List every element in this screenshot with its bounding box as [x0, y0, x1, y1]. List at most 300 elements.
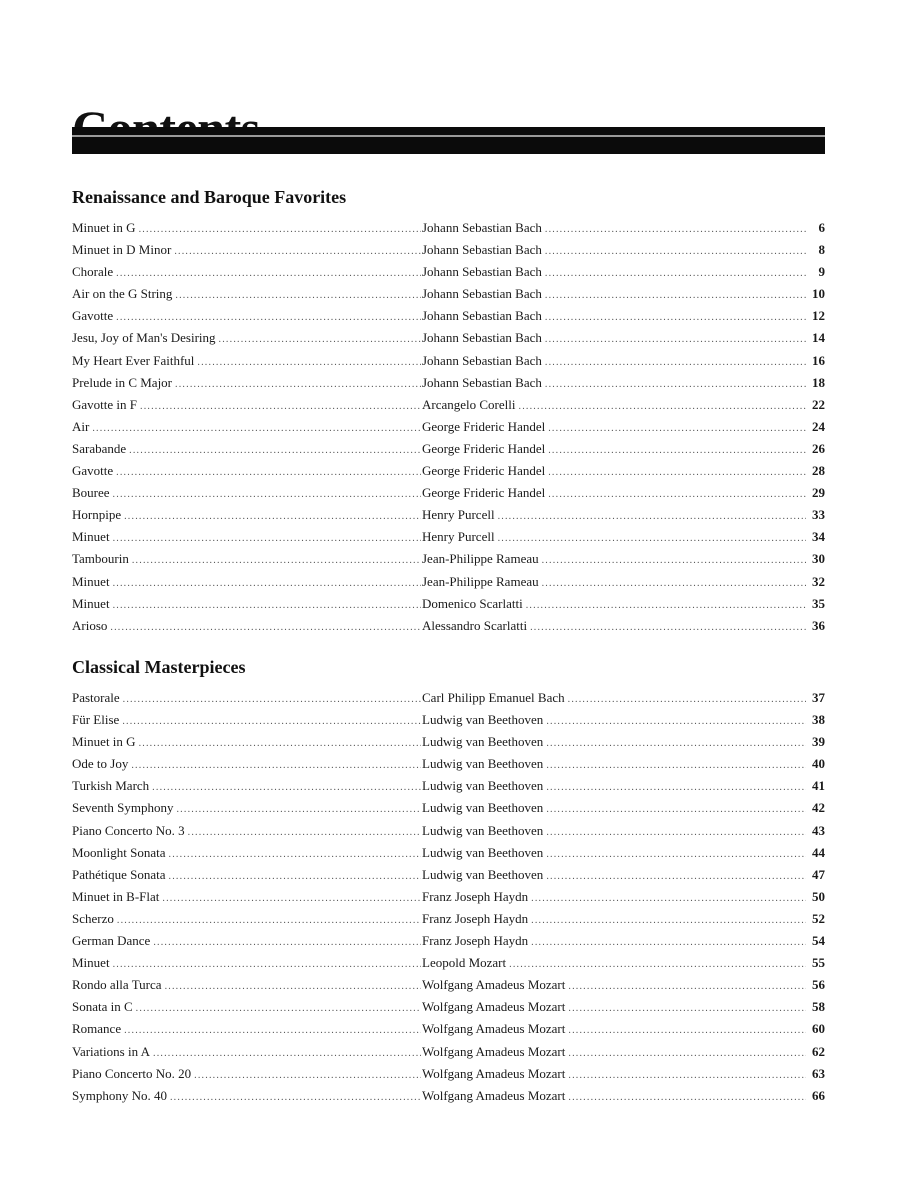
dot-leader [526, 595, 806, 617]
dot-leader [122, 711, 421, 733]
composer-name: Wolfgang Amadeus Mozart [422, 1021, 566, 1037]
composer-cell [422, 593, 825, 617]
composer-name: George Frideric Handel [422, 440, 546, 456]
composer-name: George Frideric Handel [422, 485, 546, 501]
composer-name: Alessandro Scarlatti [422, 617, 528, 633]
toc-entry[interactable] [72, 327, 825, 349]
dot-leader [545, 285, 806, 307]
piece-title: Sarabande [72, 440, 127, 456]
composer-cell [422, 1018, 825, 1042]
dot-leader [110, 617, 421, 639]
composer-name: Johann Sebastian Bach [422, 264, 542, 280]
composer-name: Carl Philipp Emanuel Bach [422, 690, 565, 705]
title-cell [72, 504, 422, 528]
dot-leader [113, 954, 421, 976]
page-number: 54 [812, 933, 825, 949]
composer-cell [422, 327, 825, 351]
toc-entry[interactable] [72, 930, 825, 952]
toc-entry[interactable] [72, 908, 825, 930]
composer-name: Ludwig van Beethoven [422, 844, 544, 860]
toc-entry[interactable] [72, 261, 825, 283]
composer-name: George Frideric Handel [422, 418, 546, 434]
composer-cell [422, 731, 825, 755]
page-number: 56 [812, 977, 825, 993]
dot-leader [123, 689, 421, 711]
page-number: 36 [812, 617, 825, 633]
page-number: 52 [812, 910, 825, 926]
toc-entry[interactable] [72, 1041, 825, 1063]
piece-title: Seventh Symphony [72, 800, 174, 816]
composer-name: Wolfgang Amadeus Mozart [422, 1087, 566, 1103]
composer-name: Ludwig van Beethoven [422, 822, 544, 838]
dot-leader [117, 910, 421, 932]
title-cell [72, 731, 422, 755]
piece-title: Sonata in C [72, 999, 133, 1015]
title-cell [72, 709, 422, 733]
dot-leader [170, 1087, 421, 1109]
toc-entry[interactable] [72, 394, 825, 416]
title-cell [72, 460, 422, 484]
composer-cell [422, 394, 825, 418]
dot-leader [568, 1020, 806, 1042]
page-number: 43 [812, 822, 825, 838]
dot-leader [531, 888, 806, 910]
composer-name: Ludwig van Beethoven [422, 756, 544, 772]
composer-cell [422, 504, 825, 528]
composer-cell [422, 952, 825, 976]
toc-entry[interactable] [72, 797, 825, 819]
composer-name: Leopold Mozart [422, 955, 507, 971]
piece-title: Jesu, Joy of Man's Desiring [72, 330, 216, 346]
toc-entry[interactable] [72, 350, 825, 372]
dot-leader [169, 844, 421, 866]
page-number: 29 [812, 485, 825, 501]
dot-leader [568, 1087, 806, 1109]
title-cell [72, 886, 422, 910]
dot-leader [116, 263, 421, 285]
toc-entry[interactable] [72, 305, 825, 327]
composer-name: Johann Sebastian Bach [422, 374, 542, 390]
dot-leader [175, 285, 421, 307]
composer-name: George Frideric Handel [422, 463, 546, 479]
page-number: 24 [812, 418, 825, 434]
piece-title: Scherzo [72, 910, 114, 926]
toc-entry[interactable] [72, 952, 825, 974]
piece-title: Für Elise [72, 712, 120, 728]
piece-title: Tambourin [72, 551, 129, 567]
dot-leader [498, 528, 806, 550]
title-cell [72, 350, 422, 374]
page-number: 35 [812, 595, 825, 611]
dot-leader [546, 711, 806, 733]
title-cell [72, 239, 422, 263]
title-cell [72, 438, 422, 462]
toc-entry[interactable] [72, 1063, 825, 1085]
piece-title: Prelude in C Major [72, 374, 173, 390]
page-number: 50 [812, 888, 825, 904]
dot-leader [568, 1065, 806, 1087]
piece-title: Rondo alla Turca [72, 977, 162, 993]
page-number: 62 [812, 1043, 825, 1059]
composer-name: Domenico Scarlatti [422, 595, 523, 611]
title-cell [72, 820, 422, 844]
dot-leader [546, 866, 806, 888]
dot-leader [113, 595, 421, 617]
composer-cell [422, 797, 825, 821]
dot-leader [568, 1043, 806, 1065]
title-cell [72, 797, 422, 821]
dot-leader [152, 777, 421, 799]
piece-title: Chorale [72, 264, 114, 280]
dot-leader [116, 307, 421, 329]
piece-title: Turkish March [72, 778, 150, 794]
section-renaissance-baroque [72, 186, 825, 637]
dot-leader [219, 329, 421, 351]
composer-name: Henry Purcell [422, 507, 495, 523]
dot-leader [498, 506, 806, 528]
composer-name: Johann Sebastian Bach [422, 308, 542, 324]
toc-entry[interactable] [72, 687, 825, 709]
piece-title: Minuet in G [72, 734, 136, 750]
dot-leader [545, 307, 806, 329]
composer-cell [422, 239, 825, 263]
toc-entry[interactable] [72, 864, 825, 886]
page-number: 9 [818, 264, 825, 280]
composer-name: Jean-Philippe Rameau [422, 551, 539, 567]
piece-title: Piano Concerto No. 3 [72, 822, 185, 838]
section-heading: Classical Masterpieces [72, 657, 246, 677]
composer-cell [422, 615, 825, 639]
dot-leader [116, 462, 421, 484]
composer-name: Franz Joseph Haydn [422, 910, 529, 926]
page-number: 12 [812, 308, 825, 324]
composer-name: Johann Sebastian Bach [422, 220, 542, 235]
toc-entry[interactable] [72, 372, 825, 394]
title-cell [72, 687, 422, 711]
piece-title: Variations in A [72, 1043, 150, 1059]
title-cell [72, 775, 422, 799]
toc-entry[interactable] [72, 1018, 825, 1040]
piece-title: German Dance [72, 933, 151, 949]
piece-title: Pastorale [72, 690, 120, 705]
dot-leader [165, 976, 421, 998]
dot-leader [188, 822, 421, 844]
page-number: 8 [818, 242, 825, 258]
page-number: 47 [812, 866, 825, 882]
piece-title: Pathétique Sonata [72, 866, 166, 882]
page-number: 32 [812, 573, 825, 589]
toc-entry[interactable] [72, 753, 825, 775]
dot-leader [132, 550, 421, 572]
composer-cell [422, 372, 825, 396]
piece-title: Minuet [72, 955, 110, 971]
composer-cell [422, 416, 825, 440]
composer-cell [422, 1085, 825, 1109]
piece-title: Arioso [72, 617, 108, 633]
composer-name: Franz Joseph Haydn [422, 888, 529, 904]
composer-cell [422, 548, 825, 572]
toc-entry[interactable] [72, 593, 825, 615]
composer-name: Franz Joseph Haydn [422, 933, 529, 949]
composer-cell [422, 886, 825, 910]
title-cell [72, 864, 422, 888]
toc-entry[interactable] [72, 526, 825, 548]
composer-name: Ludwig van Beethoven [422, 866, 544, 882]
composer-cell [422, 930, 825, 954]
composer-cell [422, 775, 825, 799]
toc-entry[interactable] [72, 996, 825, 1018]
toc-entry[interactable] [72, 615, 825, 637]
title-cell [72, 974, 422, 998]
page-number: 6 [818, 220, 825, 235]
dot-leader [548, 484, 806, 506]
composer-cell [422, 350, 825, 374]
dot-leader [124, 1020, 421, 1042]
title-cell [72, 842, 422, 866]
composer-name: Jean-Philippe Rameau [422, 573, 539, 589]
toc-entry[interactable] [72, 438, 825, 460]
dot-leader [568, 689, 806, 711]
composer-cell [422, 1063, 825, 1087]
composer-cell [422, 1041, 825, 1065]
title-cell [72, 908, 422, 932]
toc-entry[interactable] [72, 886, 825, 908]
page-number: 60 [812, 1021, 825, 1037]
composer-cell [422, 687, 825, 711]
toc-entry[interactable] [72, 974, 825, 996]
composer-cell [422, 283, 825, 307]
dot-leader [176, 799, 421, 821]
page-number: 22 [812, 396, 825, 412]
composer-cell [422, 526, 825, 550]
dot-leader [113, 528, 421, 550]
composer-cell [422, 261, 825, 285]
toc-entry[interactable] [72, 775, 825, 797]
title-cell [72, 482, 422, 506]
dot-leader [548, 462, 806, 484]
page-number: 40 [812, 756, 825, 772]
piece-title: Air on the G String [72, 286, 173, 302]
toc-entry[interactable] [72, 1085, 825, 1107]
dot-leader [113, 484, 421, 506]
dot-leader [531, 910, 806, 932]
dot-leader [194, 1065, 421, 1087]
page-number: 38 [812, 712, 825, 728]
piece-title: Minuet in D Minor [72, 242, 172, 258]
composer-name: Arcangelo Corelli [422, 396, 516, 412]
dot-leader [174, 241, 421, 263]
composer-name: Wolfgang Amadeus Mozart [422, 1065, 566, 1081]
piece-title: Piano Concerto No. 20 [72, 1065, 192, 1081]
page-number: 42 [812, 800, 825, 816]
title-cell [72, 753, 422, 777]
dot-leader [546, 844, 806, 866]
toc-entry[interactable] [72, 571, 825, 593]
page-number: 41 [812, 778, 825, 794]
title-cell [72, 327, 422, 351]
dot-leader [548, 418, 806, 440]
piece-title: Gavotte [72, 308, 114, 324]
composer-cell [422, 996, 825, 1020]
dot-leader [531, 932, 806, 954]
composer-name: Ludwig van Beethoven [422, 712, 544, 728]
composer-name: Wolfgang Amadeus Mozart [422, 977, 566, 993]
dot-leader [546, 733, 806, 755]
composer-cell [422, 305, 825, 329]
composer-name: Ludwig van Beethoven [422, 800, 544, 816]
dot-leader [545, 241, 806, 263]
title-cell [72, 305, 422, 329]
composer-name: Johann Sebastian Bach [422, 286, 542, 302]
composer-name: Wolfgang Amadeus Mozart [422, 1043, 566, 1059]
toc-entry[interactable] [72, 283, 825, 305]
dot-leader [162, 888, 421, 910]
dot-leader [509, 954, 806, 976]
page-number: 37 [812, 690, 825, 705]
toc-entry[interactable] [72, 548, 825, 570]
page-number: 44 [812, 844, 825, 860]
toc-entry[interactable] [72, 820, 825, 842]
piece-title: My Heart Ever Faithful [72, 352, 195, 368]
composer-cell [422, 842, 825, 866]
composer-cell [422, 753, 825, 777]
section-heading: Renaissance and Baroque Favorites [72, 187, 347, 207]
title-cell [72, 217, 422, 241]
dot-leader [568, 998, 806, 1020]
title-cell [72, 1041, 422, 1065]
toc-entry[interactable] [72, 482, 825, 504]
piece-title: Air [72, 418, 90, 434]
dot-leader [139, 219, 421, 241]
piece-title: Moonlight Sonata [72, 844, 166, 860]
dot-leader [519, 396, 807, 418]
piece-title: Minuet [72, 529, 110, 545]
dot-leader [542, 573, 806, 595]
dot-leader [545, 374, 806, 396]
page-number: 10 [812, 286, 825, 302]
dot-leader [546, 799, 806, 821]
piece-title: Bouree [72, 485, 110, 501]
piece-title: Gavotte in F [72, 396, 137, 412]
dot-leader [129, 440, 421, 462]
dot-leader [546, 755, 806, 777]
composer-cell [422, 571, 825, 595]
dot-leader [113, 573, 421, 595]
title-cell [72, 283, 422, 307]
piece-title: Gavotte [72, 463, 114, 479]
title-cell [72, 996, 422, 1020]
dot-leader [140, 396, 421, 418]
dot-leader [131, 755, 421, 777]
dot-leader [568, 976, 806, 998]
composer-cell [422, 709, 825, 733]
dot-leader [545, 352, 806, 374]
dot-leader [136, 998, 421, 1020]
title-rule [72, 127, 825, 154]
piece-title: Minuet [72, 595, 110, 611]
page-number: 18 [812, 374, 825, 390]
composer-cell [422, 908, 825, 932]
section-classical-masterpieces [72, 656, 825, 1107]
title-cell [72, 593, 422, 617]
page-number: 55 [812, 955, 825, 971]
piece-title: Hornpipe [72, 507, 122, 523]
title-cell [72, 261, 422, 285]
title-cell [72, 615, 422, 639]
page-number: 66 [812, 1087, 825, 1103]
title-cell [72, 952, 422, 976]
page-number: 16 [812, 352, 825, 368]
toc-entry[interactable] [72, 504, 825, 526]
dot-leader [542, 550, 806, 572]
title-cell [72, 1063, 422, 1087]
toc-list [72, 217, 825, 637]
composer-cell [422, 974, 825, 998]
composer-cell [422, 820, 825, 844]
dot-leader [169, 866, 421, 888]
piece-title: Ode to Joy [72, 756, 129, 772]
page-number: 33 [812, 507, 825, 523]
toc-entry[interactable] [72, 239, 825, 261]
composer-cell [422, 438, 825, 462]
title-cell [72, 548, 422, 572]
page-number: 28 [812, 463, 825, 479]
dot-leader [175, 374, 421, 396]
dot-leader [139, 733, 421, 755]
composer-cell [422, 482, 825, 506]
page-number: 39 [812, 734, 825, 750]
composer-cell [422, 217, 825, 241]
dot-leader [546, 822, 806, 844]
piece-title: Minuet in G [72, 220, 136, 235]
composer-name: Johann Sebastian Bach [422, 242, 542, 258]
page-number: 14 [812, 330, 825, 346]
composer-cell [422, 864, 825, 888]
dot-leader [197, 352, 421, 374]
piece-title: Minuet [72, 573, 110, 589]
dot-leader [548, 440, 806, 462]
composer-name: Johann Sebastian Bach [422, 330, 542, 346]
dot-leader [124, 506, 421, 528]
dot-leader [546, 777, 806, 799]
title-cell [72, 930, 422, 954]
composer-name: Johann Sebastian Bach [422, 352, 542, 368]
page-number: 30 [812, 551, 825, 567]
toc-entry[interactable] [72, 842, 825, 864]
title-cell [72, 416, 422, 440]
toc-entry[interactable] [72, 460, 825, 482]
dot-leader [545, 329, 806, 351]
dot-leader [545, 263, 806, 285]
title-cell [72, 394, 422, 418]
composer-name: Henry Purcell [422, 529, 495, 545]
composer-cell [422, 460, 825, 484]
composer-name: Ludwig van Beethoven [422, 734, 544, 750]
dot-leader [153, 932, 421, 954]
page-number: 58 [812, 999, 825, 1015]
toc-entry[interactable] [72, 416, 825, 438]
dot-leader [92, 418, 421, 440]
dot-leader [153, 1043, 421, 1065]
piece-title: Symphony No. 40 [72, 1087, 167, 1103]
toc-entry[interactable] [72, 709, 825, 731]
toc-entry[interactable] [72, 217, 825, 239]
toc-list [72, 687, 825, 1107]
toc-entry[interactable] [72, 731, 825, 753]
dot-leader [530, 617, 806, 639]
title-cell [72, 571, 422, 595]
title-cell [72, 372, 422, 396]
